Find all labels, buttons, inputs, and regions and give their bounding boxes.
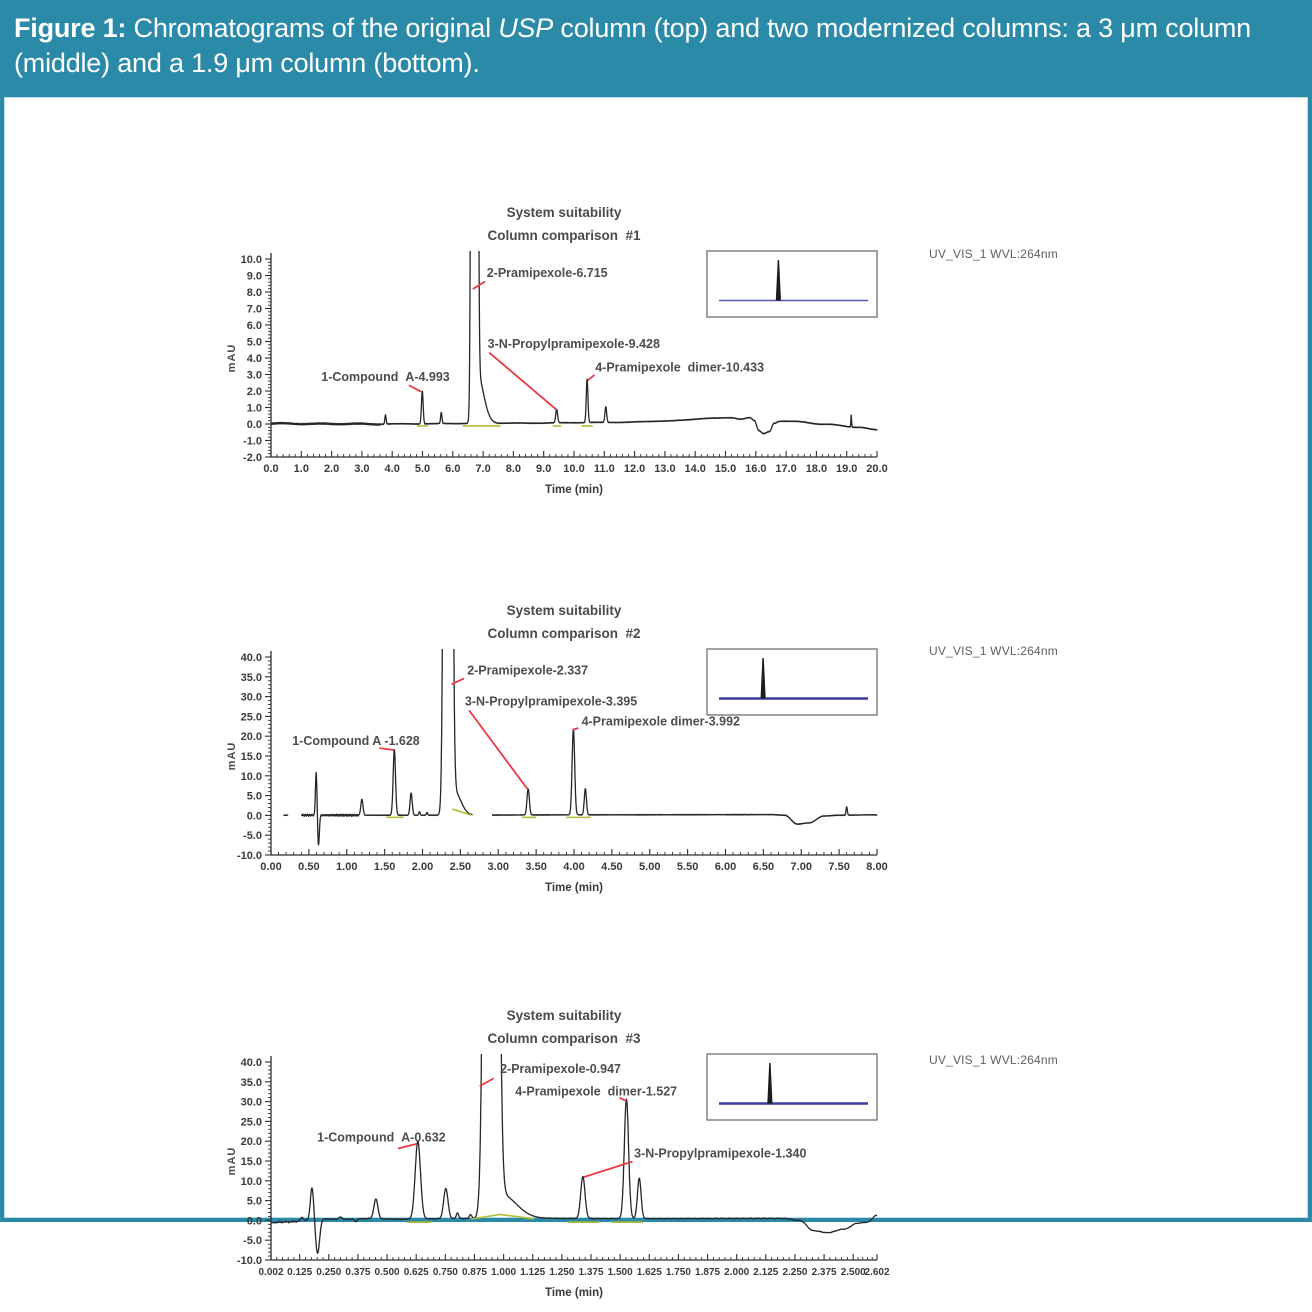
svg-text:30.0: 30.0 — [240, 691, 262, 704]
svg-text:2.125: 2.125 — [753, 1267, 779, 1278]
figure-body — [0, 97, 1312, 1299]
svg-text:30.0: 30.0 — [240, 1096, 262, 1109]
caption-text-1: Chromatograms of the original — [126, 13, 499, 43]
svg-text:2.00: 2.00 — [411, 861, 434, 873]
svg-text:-5.0: -5.0 — [243, 830, 262, 843]
svg-text:4.0: 4.0 — [384, 463, 400, 475]
svg-text:8.0: 8.0 — [246, 287, 262, 299]
svg-text:18.0: 18.0 — [805, 463, 828, 475]
svg-text:16.0: 16.0 — [745, 463, 767, 475]
svg-text:19.0: 19.0 — [835, 463, 858, 475]
svg-text:0.0: 0.0 — [246, 419, 262, 431]
detector-label-1: UV_VIS_1 WVL:264nm — [929, 247, 1058, 261]
svg-text:2.375: 2.375 — [811, 1267, 837, 1278]
svg-text:5.00: 5.00 — [639, 861, 661, 873]
svg-text:2.0: 2.0 — [323, 463, 340, 475]
svg-text:System suitability: System suitability — [506, 603, 622, 618]
caption-text-2: column (top) and two modernized columns: a 3 μm column (middle) and a 1.9 μm column (bottom). — [14, 13, 1251, 78]
svg-text:-10.0: -10.0 — [236, 1255, 262, 1267]
svg-text:0.250: 0.250 — [316, 1267, 342, 1278]
svg-text:0.002: 0.002 — [258, 1267, 284, 1278]
svg-text:-5.0: -5.0 — [243, 1235, 262, 1248]
svg-text:2.000: 2.000 — [724, 1267, 750, 1278]
svg-text:8.0: 8.0 — [505, 463, 522, 475]
svg-text:4-Pramipexole dimer-10.433: 4-Pramipexole dimer-10.433 — [595, 360, 765, 375]
svg-text:6.0: 6.0 — [445, 463, 461, 475]
svg-text:6.0: 6.0 — [246, 320, 262, 332]
svg-text:11.0: 11.0 — [593, 463, 615, 475]
svg-text:35.0: 35.0 — [240, 671, 262, 684]
svg-text:20.0: 20.0 — [866, 463, 888, 475]
svg-text:0.0: 0.0 — [246, 1215, 262, 1228]
svg-text:2-Pramipexole-0.947: 2-Pramipexole-0.947 — [500, 1062, 622, 1077]
svg-text:System suitability: System suitability — [506, 205, 622, 220]
svg-text:5.0: 5.0 — [246, 1195, 262, 1208]
svg-text:20.0: 20.0 — [240, 731, 262, 744]
svg-text:2.50: 2.50 — [449, 861, 472, 873]
svg-text:25.0: 25.0 — [240, 711, 262, 724]
svg-text:0.50: 0.50 — [298, 861, 320, 873]
detector-label-3: UV_VIS_1 WVL:264nm — [929, 1053, 1058, 1067]
svg-text:3.50: 3.50 — [525, 861, 547, 873]
svg-text:0.0: 0.0 — [263, 463, 279, 475]
svg-text:20.0: 20.0 — [240, 1136, 262, 1149]
detector-label-2: UV_VIS_1 WVL:264nm — [929, 644, 1058, 658]
svg-text:1.0: 1.0 — [293, 463, 309, 475]
svg-text:3-N-Propylpramipexole-9.428: 3-N-Propylpramipexole-9.428 — [487, 336, 660, 351]
svg-text:4.00: 4.00 — [563, 861, 585, 873]
svg-text:7.0: 7.0 — [475, 463, 491, 475]
svg-text:9.0: 9.0 — [246, 270, 262, 283]
svg-text:Column comparison #3: Column comparison #3 — [487, 1031, 641, 1046]
svg-text:0.125: 0.125 — [287, 1267, 313, 1278]
svg-text:1.875: 1.875 — [695, 1267, 721, 1278]
svg-text:Column comparison #1: Column comparison #1 — [487, 228, 641, 243]
svg-text:Time (min): Time (min) — [545, 882, 603, 894]
svg-text:4.50: 4.50 — [601, 861, 623, 873]
chromatogram-panel-2 — [4, 595, 924, 907]
svg-text:1.00: 1.00 — [336, 861, 358, 873]
svg-text:Column comparison #2: Column comparison #2 — [487, 626, 641, 641]
svg-text:3.0: 3.0 — [246, 369, 262, 382]
svg-text:2-Pramipexole-2.337: 2-Pramipexole-2.337 — [467, 663, 589, 678]
svg-text:Time (min): Time (min) — [545, 1287, 603, 1299]
svg-text:mAU: mAU — [226, 343, 238, 373]
svg-text:1-Compound A-4.993: 1-Compound A-4.993 — [321, 369, 450, 384]
svg-text:10.0: 10.0 — [240, 770, 262, 783]
svg-text:3-N-Propylpramipexole-3.395: 3-N-Propylpramipexole-3.395 — [464, 694, 638, 709]
svg-text:1.750: 1.750 — [665, 1267, 691, 1278]
svg-text:5.50: 5.50 — [676, 861, 699, 873]
svg-text:2.500: 2.500 — [840, 1267, 866, 1278]
chromatogram-panel-3 — [4, 1000, 924, 1312]
svg-text:15.0: 15.0 — [714, 463, 737, 475]
svg-text:-10.0: -10.0 — [236, 850, 262, 862]
caption-usp-italic: USP — [498, 13, 554, 43]
svg-text:15.0: 15.0 — [240, 1156, 262, 1168]
svg-text:1.500: 1.500 — [607, 1267, 633, 1278]
svg-text:5.0: 5.0 — [414, 463, 431, 475]
figure-caption — [0, 0, 1312, 97]
svg-text:2.0: 2.0 — [246, 386, 262, 398]
svg-text:12.0: 12.0 — [623, 463, 646, 475]
svg-text:-2.0: -2.0 — [243, 452, 262, 464]
svg-text:2.250: 2.250 — [782, 1267, 808, 1278]
svg-text:7.0: 7.0 — [246, 303, 262, 316]
svg-text:5.0: 5.0 — [246, 336, 262, 349]
svg-text:40.0: 40.0 — [240, 652, 262, 664]
svg-text:14.0: 14.0 — [684, 463, 706, 475]
svg-text:10.0: 10.0 — [240, 254, 262, 266]
svg-text:1-Compound A-0.632: 1-Compound A-0.632 — [317, 1130, 446, 1145]
svg-text:1.50: 1.50 — [373, 861, 396, 873]
svg-text:17.0: 17.0 — [775, 463, 797, 475]
svg-text:1-Compound A -1.628: 1-Compound A -1.628 — [292, 733, 420, 748]
svg-text:3-N-Propylpramipexole-1.340: 3-N-Propylpramipexole-1.340 — [634, 1146, 807, 1161]
svg-text:15.0: 15.0 — [240, 751, 262, 763]
svg-text:10.0: 10.0 — [240, 1175, 262, 1188]
svg-text:mAU: mAU — [226, 1146, 238, 1176]
svg-text:2.602: 2.602 — [864, 1267, 890, 1278]
svg-text:8.00: 8.00 — [866, 861, 888, 873]
svg-text:4-Pramipexole dimer-3.992: 4-Pramipexole dimer-3.992 — [581, 714, 740, 729]
svg-text:6.00: 6.00 — [714, 861, 737, 873]
svg-text:0.500: 0.500 — [374, 1267, 400, 1278]
svg-text:13.0: 13.0 — [654, 463, 676, 475]
svg-text:1.0: 1.0 — [246, 402, 262, 415]
svg-text:mAU: mAU — [226, 741, 238, 771]
svg-text:3.00: 3.00 — [487, 861, 509, 873]
svg-text:5.0: 5.0 — [246, 790, 262, 803]
svg-text:10.0: 10.0 — [563, 463, 585, 475]
chromatogram-panel-1 — [4, 197, 924, 509]
caption-figure-label: Figure 1: — [14, 13, 127, 43]
svg-text:7.00: 7.00 — [790, 861, 812, 873]
svg-text:2-Pramipexole-6.715: 2-Pramipexole-6.715 — [486, 266, 608, 281]
svg-text:1.250: 1.250 — [549, 1267, 575, 1278]
svg-text:35.0: 35.0 — [240, 1076, 262, 1089]
svg-text:Time (min): Time (min) — [545, 484, 603, 496]
svg-text:1.125: 1.125 — [520, 1267, 546, 1278]
svg-text:0.0: 0.0 — [246, 810, 262, 823]
svg-text:25.0: 25.0 — [240, 1116, 262, 1129]
svg-text:1.000: 1.000 — [491, 1267, 517, 1278]
svg-text:System suitability: System suitability — [506, 1008, 622, 1023]
svg-text:4-Pramipexole dimer-1.527: 4-Pramipexole dimer-1.527 — [515, 1084, 678, 1099]
svg-text:4.0: 4.0 — [246, 353, 262, 365]
svg-text:1.375: 1.375 — [578, 1267, 604, 1278]
svg-text:1.625: 1.625 — [636, 1267, 662, 1278]
svg-text:3.0: 3.0 — [354, 463, 370, 475]
svg-text:0.625: 0.625 — [403, 1267, 429, 1278]
svg-text:0.875: 0.875 — [461, 1267, 487, 1278]
svg-text:0.750: 0.750 — [432, 1267, 458, 1278]
svg-text:6.50: 6.50 — [752, 861, 775, 873]
svg-text:9.0: 9.0 — [536, 463, 552, 475]
svg-text:0.375: 0.375 — [345, 1267, 371, 1278]
svg-text:40.0: 40.0 — [240, 1057, 262, 1069]
svg-text:-1.0: -1.0 — [243, 435, 262, 448]
svg-text:0.00: 0.00 — [260, 861, 282, 873]
svg-text:7.50: 7.50 — [828, 861, 850, 873]
